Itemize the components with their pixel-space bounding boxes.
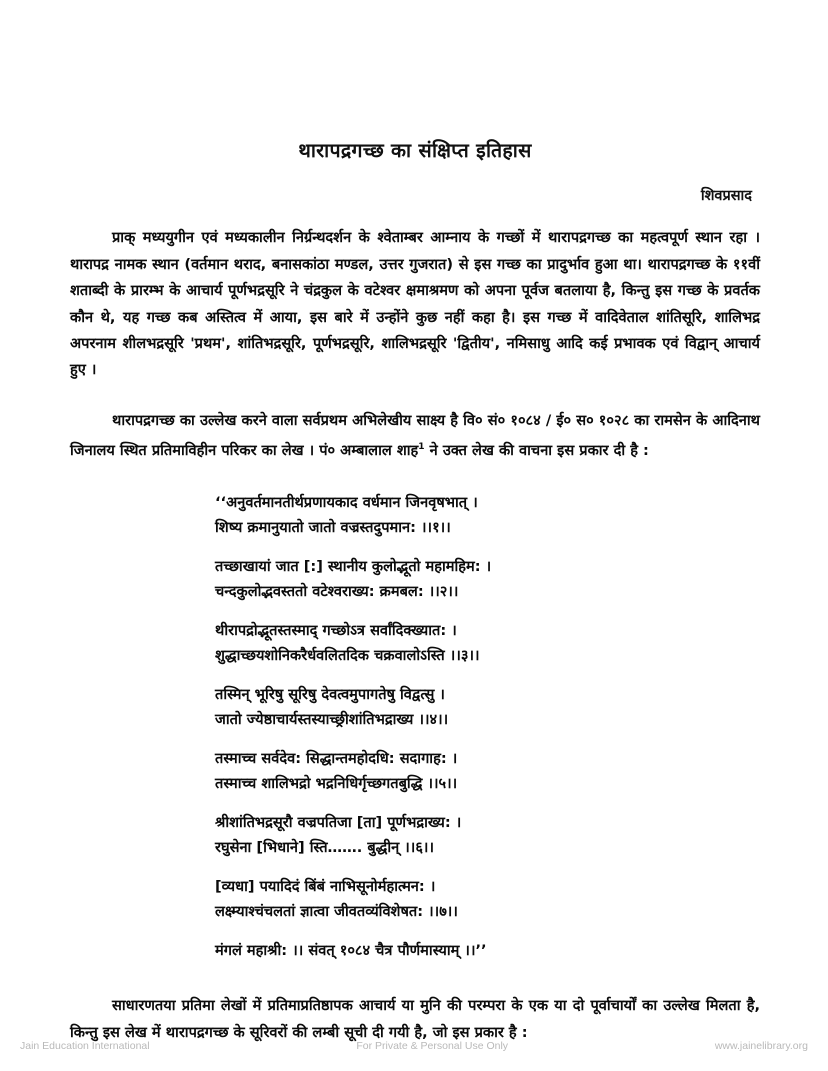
verse-2: [215, 554, 735, 604]
paragraph-2-text-part1: थारापद्रगच्छ का उल्लेख करने वाला सर्वप्रथम अभिलेखीय साक्ष्य है वि० सं० १०८४ / ई० स० १०२८ का रामसेन के आदिनाथ जिनालय स्थित प्रतिमाविहीन परिकर का लेख । पं० अम्बालाल शाह: [70, 411, 760, 460]
footer-left-text: Jain Education International: [20, 1040, 150, 1052]
verse-1-line-1-text: अनुवर्तमानतीर्थप्रणायकाद वर्धमान जिनवृषभात् ।: [226, 494, 478, 512]
verse-1-line-1: [215, 490, 735, 515]
verse-7-line-1: [व्यधा] पयादिदं बिंबं नाभिसूनोर्महात्मन: ।: [215, 878, 436, 896]
document-content: [70, 0, 760, 1046]
verse-2-line-1: तच्छाखायां जात [:] स्थानीय कुलोद्भूतो महामहिम: ।: [215, 558, 492, 576]
verse-4-line-2: जातो ज्येष्ठाचार्यस्तस्याच्छ्रीशांतिभद्राख्य ।।४।।: [215, 711, 449, 729]
verse-7-line-2: लक्ष्म्याश्चंचलतां ज्ञात्वा जीवतव्यंविशेषत: ।।७।।: [215, 903, 458, 921]
verse-4-line-1: तस्मिन् भूरिषु सूरिषु देवत्वमुपागतेषु विद्वत्सु ।: [215, 686, 445, 704]
page-footer: [0, 1035, 828, 1057]
verse-3-line-2: शुद्धाच्छयशोनिकरैर्धवलितदिक चक्रवालोऽस्ति ।।३।।: [215, 647, 480, 665]
quoted-inscription-block: [215, 490, 735, 963]
opening-quote: ‘‘: [215, 494, 227, 512]
verse-1-line-2: शिष्य क्रमानुयातो जातो वज्रस्तदुपमान: ।।१।।: [215, 519, 451, 537]
footer-right-link[interactable]: www.jainelibrary.org: [714, 1040, 808, 1052]
paragraph-1-text: प्राक् मध्ययुगीन एवं मध्यकालीन निर्ग्रन्थदर्शन के श्वेताम्बर आम्नाय के गच्छों में थारापद्रगच्छ का महत्वपूर्ण स्थान रहा । थारापद्र नामक स्थान (वर्तमान थराद, बनासकांठा मण्डल, उत्तर गुजरात) से इस गच्छ का प्रादुर्भाव हुआ था। थारापद्रगच्छ के ११वीं शताब्दी के प्रारम्भ के आचार्य पूर्णभद्रसूरि ने चंद्रकुल के वटेश्वर क्षमाश्रमण को अपना पूर्वज बतलाया है, किन्तु इस गच्छ के प्रवर्तक कौन थे, यह गच्छ कब अस्तित्व में आया, इस बारे में उन्होंने कुछ नहीं कहा है। इस गच्छ में वादिवेताल शांतिसूरि, शालिभद्र अपरनाम शीलभद्रसूरि 'प्रथम', शांतिभद्रसूरि, पूर्णभद्रसूरि, शालिभद्रसूरि 'द्वितीय', नमिसाधु आदि कई प्रभावक एवं विद्वान् आचार्य हुए ।: [70, 229, 760, 379]
paragraph-2: [70, 408, 760, 465]
colophon-text: मंगलं महाश्री: ।। संवत् १०८४ चैत्र पौर्णमास्याम् ।।: [215, 942, 476, 960]
paragraph-1: [70, 225, 760, 383]
page-title: थारापद्रगच्छ का संक्षिप्त इतिहास: [298, 139, 532, 162]
verse-2-line-2: चन्दकुलोद्भवस्ततो वटेश्वराख्य: क्रमबल: ।।२।।: [215, 583, 459, 601]
verse-6: [215, 810, 735, 860]
footer-center-text: For Private & Personal Use Only: [356, 1040, 509, 1052]
verse-3-line-1: थीरापद्रोद्भूतस्तस्माद् गच्छोऽत्र सर्वांदिक्ख्यात: ।: [215, 622, 457, 640]
verse-4: [215, 682, 735, 732]
paragraph-2-text-part2: ने उक्त लेख की वाचना इस प्रकार दी है :: [429, 442, 649, 460]
verse-1: [215, 490, 735, 540]
colophon-line: [215, 938, 735, 963]
paragraph-spacer: [70, 384, 760, 408]
paragraph-3-text: साधारणतया प्रतिमा लेखों में प्रतिमाप्रतिष्ठापक आचार्य या मुनि की परम्परा के एक या दो पूर्वाचार्यों का उल्लेख मिलता है, किन्तु इस लेख में थारापद्रगच्छ के सूरिवरों की लम्बी सूची दी गयी है, जो इस प्रकार है :: [70, 997, 760, 1041]
verse-6-line-2: रघुसेना [भिधाने] स्ति……. बुद्धीन् ।।६।।: [215, 839, 434, 857]
author-name: शिवप्रसाद: [700, 188, 752, 205]
verse-5-line-2: तस्माच्च शालिभद्रो भद्रनिधिर्गृच्छगतबुद्धि ।।५।।: [215, 775, 458, 793]
verse-colophon: [215, 938, 735, 963]
verse-5-line-1: तस्माच्च सर्वदेव: सिद्धान्तमहोदधि: सदागाह: ।: [215, 750, 458, 768]
verse-3: [215, 618, 735, 668]
verse-7: [215, 874, 735, 924]
verse-6-line-1: श्रीशांतिभद्रसूरौ वज्रपतिजा [ता] पूर्णभद्राख्य: ।: [215, 814, 462, 832]
closing-quote: ’’: [475, 942, 487, 960]
verse-5: [215, 746, 735, 796]
footnote-marker: 1: [418, 442, 425, 453]
